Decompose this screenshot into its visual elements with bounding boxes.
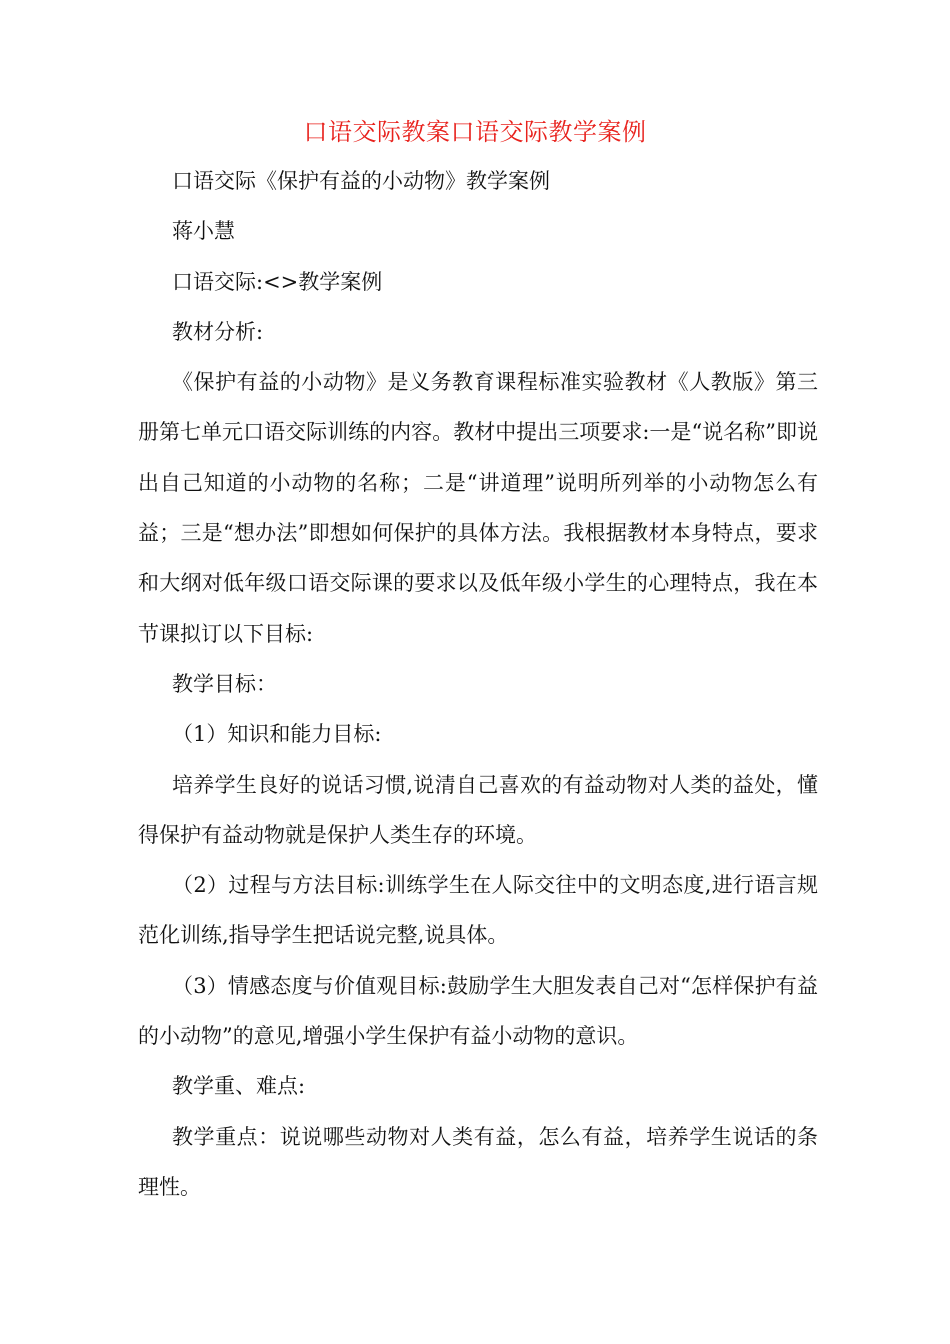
goal-3-paragraph: （3）情感态度与价值观目标:鼓励学生大胆发表自己对“怎样保护有益的小动物”的意见,增强小学生保护有益小动物的意识。	[138, 973, 818, 1049]
author-name: 蒋小慧	[172, 219, 235, 244]
lesson-heading: 口语交际《保护有益的小动物》教学案例	[172, 169, 550, 193]
goal-1-heading: （1）知识和能力目标:	[172, 722, 382, 747]
material-analysis-paragraph: 《保护有益的小动物》是义务教育课程标准实验教材《人教版》第三册第七单元口语交际训练的内容。教材中提出三项要求:一是“说名称”即说出自己知道的小动物的名称；二是“讲道理”说明所列举的小动物怎么有益；三是“想办法”即想如何保护的具体方法。我根据教材本身特点，要求和大纲对低年级口语交际课的要求以及低年级小学生的心理特点，我在本节课拟订以下目标:	[138, 370, 818, 646]
section-heading-key-points: 教学重、难点:	[172, 1074, 306, 1099]
document-title: 口语交际教案口语交际教学案例	[303, 118, 647, 146]
key-points-paragraph: 教学重点：说说哪些动物对人类有益，怎么有益，培养学生说话的条理性。	[138, 1124, 818, 1199]
lesson-subtitle: 口语交际:<>教学案例	[172, 269, 383, 294]
document-body	[138, 156, 818, 1212]
goal-2-paragraph: （2）过程与方法目标:训练学生在人际交往中的文明态度,进行语言规范化训练,指导学生把话说完整,说具体。	[138, 873, 818, 948]
goal-1-paragraph: 培养学生良好的说话习惯,说清自己喜欢的有益动物对人类的益处，懂得保护有益动物就是保护人类生存的环境。	[138, 772, 818, 847]
section-heading-material-analysis: 教材分析:	[172, 319, 264, 344]
section-heading-teaching-goals: 教学目标：	[172, 671, 277, 696]
